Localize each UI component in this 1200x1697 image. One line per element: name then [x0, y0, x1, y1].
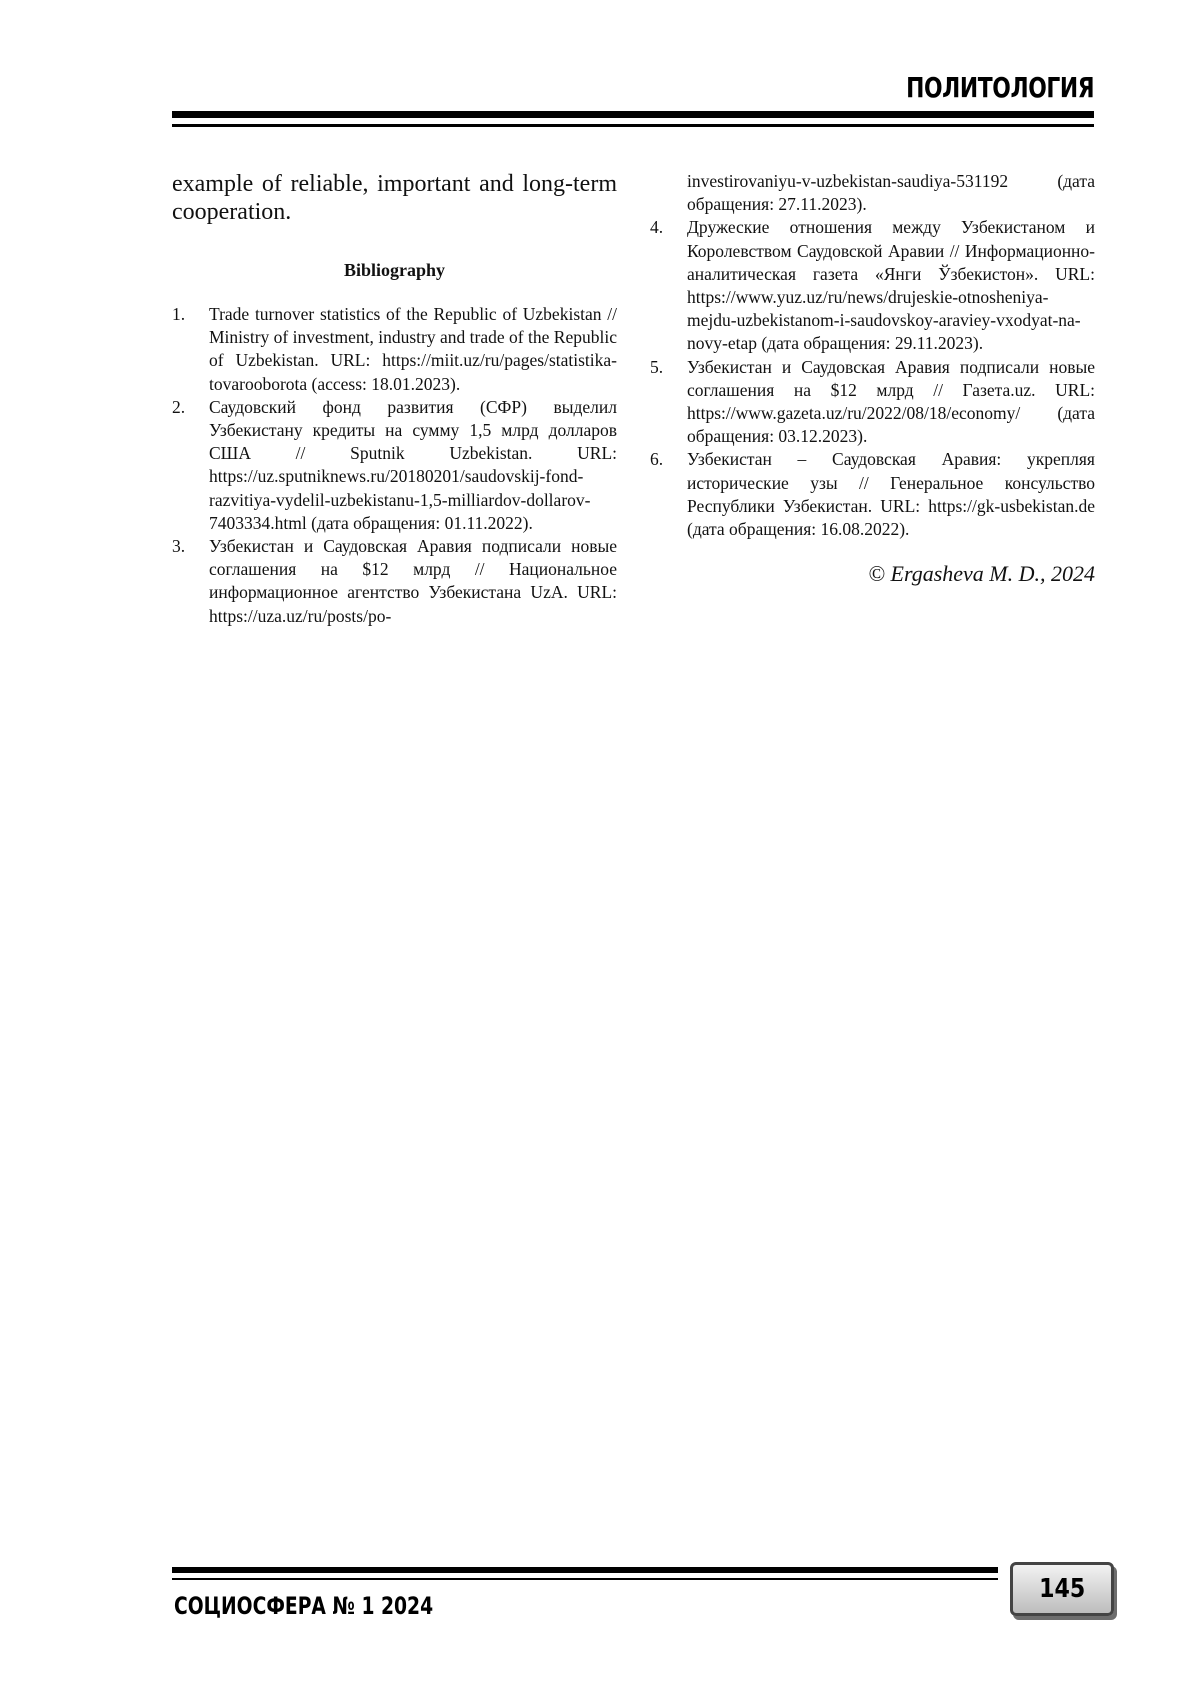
reference-number: 5.: [650, 356, 664, 377]
footer-rule-thick: [172, 1567, 998, 1573]
bibliography-item: [172, 303, 617, 396]
journal-name: СОЦИОСФЕРА № 1 2024: [174, 1592, 434, 1620]
page-number-badge: [1010, 1562, 1114, 1616]
bibliography-item: [650, 356, 1095, 449]
reference-number: 1.: [172, 304, 186, 324]
reference-text: Саудовский фонд развития (СФР) выделил Узбекистану кредиты на сумму 1,5 млрд долларов США // Sputnik Uzbekistan. URL: https://uz.sputniknews.ru/20180201/saudovskij-fond-razvitiya-vydelil-uzbekistanu-1,5-milliardov-dollarov-7403334.html (дата обращения: 01.11.2022).: [209, 396, 617, 533]
section-title: ПОЛИТОЛОГИЯ: [905, 71, 1094, 104]
body-paragraph: example of reliable, important and long-term cooperation.: [172, 171, 617, 225]
reference-number: 6.: [650, 449, 664, 470]
bibliography-list: [172, 303, 617, 628]
reference-text: Узбекистан – Саудовская Аравия: укрепляя исторические узы // Генеральное консульство Республики Узбекистан. URL: https://gk-usbekistan.de (дата обращения: 16.08.2022).: [687, 449, 1095, 540]
bibliography-list: [650, 216, 1095, 541]
left-column: [172, 170, 617, 628]
reference-number: 2.: [172, 396, 186, 417]
reference-text: Дружеские отношения между Узбекистаном и Королевством Саудовской Аравии // Информационно-аналитическая газета «Янги Ўзбекистон». URL: https://www.yuz.uz/ru/news/drujeskie-otnosheniya-mejdu-uzbekistanom-i-saudovskoy-araviey-vxodyat-na-novy-etap (дата обращения: 29.11.2023).: [687, 217, 1095, 354]
right-column: [650, 170, 1095, 587]
page-number: 145: [1038, 1574, 1086, 1604]
bibliography-item: [650, 448, 1095, 541]
reference-text: Узбекистан и Саудовская Аравия подписали новые соглашения на $12 млрд // Национальное информационное агентство Узбекистана UzA. URL: https://uza.uz/ru/posts/po-: [209, 536, 617, 626]
bibliography-item: [172, 535, 617, 628]
header-rule-thin: [172, 124, 1094, 127]
copyright-notice: © Ergasheva M. D., 2024: [868, 561, 1095, 587]
bibliography-heading: Bibliography: [343, 260, 446, 280]
reference-number: 3.: [172, 536, 186, 557]
bibliography-item: [172, 396, 617, 535]
reference-text: Trade turnover statistics of the Republic of Uzbekistan // Ministry of investment, industry and trade of the Republic of Uzbekistan. URL: https://miit.uz/ru/pages/statistika-tovarooborota (access: 18.01.2023).: [209, 304, 617, 394]
bibliography-item: [650, 216, 1095, 355]
header-rule-thick: [172, 111, 1094, 118]
reference-number: 4.: [650, 217, 664, 238]
reference-continuation: investirovaniyu-v-uzbekistan-saudiya-531192 (дата обращения: 27.11.2023).: [687, 171, 1095, 215]
footer-rule-thin: [172, 1578, 998, 1580]
reference-text: Узбекистан и Саудовская Аравия подписали новые соглашения на $12 млрд // Газета.uz. URL: https://www.gazeta.uz/ru/2022/08/18/economy/ (дата обращения: 03.12.2023).: [687, 356, 1095, 447]
